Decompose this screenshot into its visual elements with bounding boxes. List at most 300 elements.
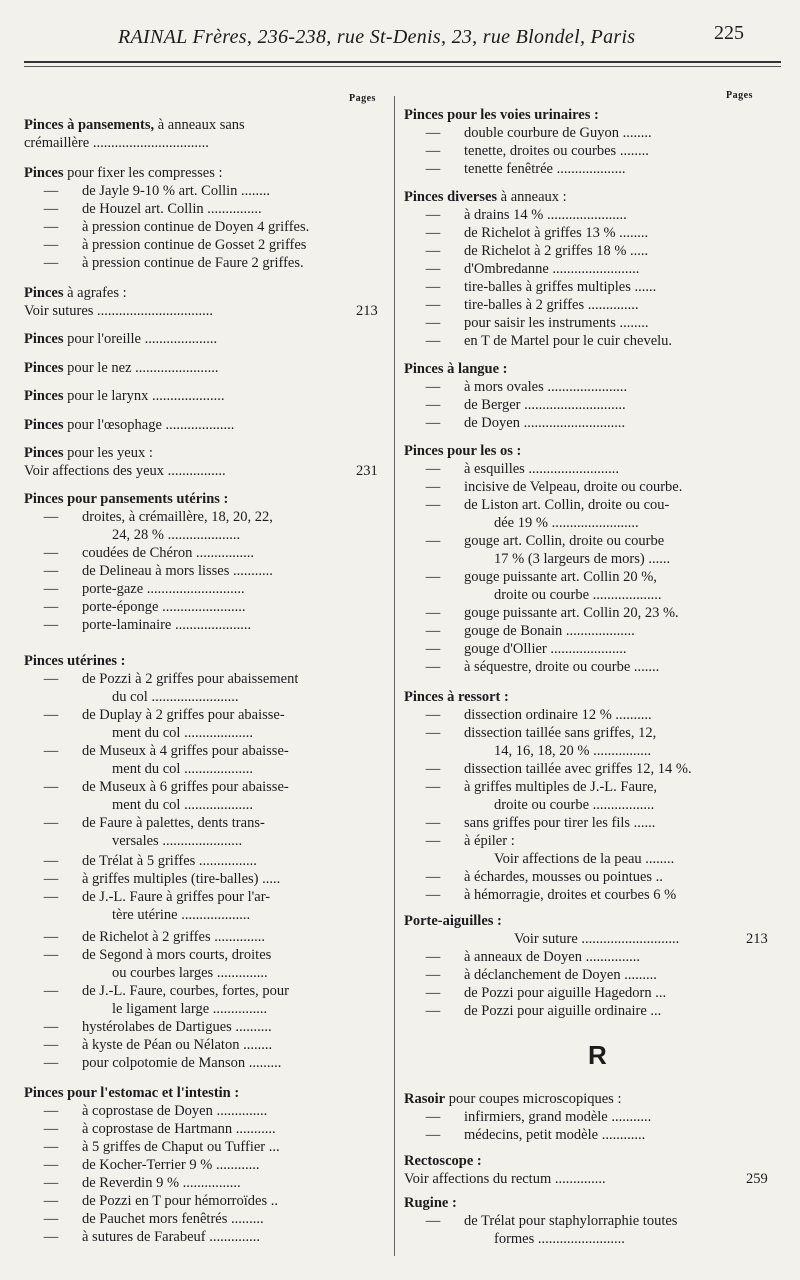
item-text: de Richelot à griffes 13 % ........ xyxy=(464,225,649,241)
entry-item xyxy=(420,460,619,478)
dash-marker: — xyxy=(425,207,441,223)
dash-marker: — xyxy=(425,243,441,259)
dash-marker: — xyxy=(425,315,441,331)
dash-marker: — xyxy=(425,1213,441,1229)
dash-marker: — xyxy=(425,641,441,657)
page-reference: 213 xyxy=(356,303,378,319)
item-text: de Pozzi à 2 griffes pour abaissement xyxy=(82,671,299,687)
entry-heading xyxy=(404,912,502,930)
item-text: incisive de Velpeau, droite ou courbe. xyxy=(464,479,683,495)
dash-marker: — xyxy=(425,623,441,639)
continuation-text: tère utérine ................... xyxy=(112,907,251,923)
entry-item xyxy=(420,760,692,778)
entry-item xyxy=(420,1126,645,1144)
entry-item xyxy=(38,742,289,760)
continuation-text: le ligament large ............... xyxy=(112,1001,268,1017)
item-text: hystérolabes de Dartigues .......... xyxy=(82,1019,272,1035)
entry-continuation xyxy=(112,688,238,706)
dash-marker: — xyxy=(43,599,59,615)
continuation-text: 24, 28 % .................... xyxy=(112,527,241,543)
section-letter-r: R xyxy=(588,1040,607,1070)
item-text: à épiler : xyxy=(464,833,515,849)
item-text: porte-éponge ....................... xyxy=(82,599,246,615)
entry-item xyxy=(420,868,663,886)
item-text: de Houzel art. Collin ............... xyxy=(82,201,262,217)
entry-heading xyxy=(404,1090,621,1108)
continuation-text: Voir affections des yeux ................ xyxy=(24,463,226,479)
item-text: gouge puissante art. Collin 20 %, xyxy=(464,569,657,585)
entry-item xyxy=(38,870,280,888)
heading-bold-text: Pinces à pansements, xyxy=(24,117,155,133)
dash-marker: — xyxy=(43,1055,59,1071)
dash-marker: — xyxy=(425,887,441,903)
item-text: de Delineau à mors lisses ........... xyxy=(82,563,273,579)
entry-item xyxy=(38,236,306,254)
entry-continuation xyxy=(514,930,679,948)
entry-item xyxy=(420,206,627,224)
dash-marker: — xyxy=(425,761,441,777)
entry-item xyxy=(38,200,262,218)
page-number: 225 xyxy=(714,22,744,44)
heading-bold-text: Pinces pour les voies urinaires : xyxy=(404,107,599,123)
heading-bold-text: Pinces à langue : xyxy=(404,361,508,377)
entry-item xyxy=(420,640,627,658)
entry-item xyxy=(38,814,265,832)
item-text: coudées de Chéron ................ xyxy=(82,545,254,561)
item-text: à griffes multiples de J.-L. Faure, xyxy=(464,779,658,795)
dash-marker: — xyxy=(425,725,441,741)
item-text: de Richelot à 2 griffes 18 % ..... xyxy=(464,243,649,259)
dash-marker: — xyxy=(425,1003,441,1019)
heading-bold-text: Pinces xyxy=(24,445,64,461)
item-text: à pression continue de Faure 2 griffes. xyxy=(82,255,304,271)
heading-bold-text: Pinces xyxy=(24,417,64,433)
heading-bold-text: Pinces xyxy=(24,360,64,376)
item-text: de Pozzi pour aiguille Hagedorn ... xyxy=(464,985,667,1001)
entry-item xyxy=(420,142,649,160)
entry-continuation xyxy=(112,760,253,778)
item-text: dissection taillée avec griffes 12, 14 %. xyxy=(464,761,692,777)
entry-item xyxy=(38,1228,260,1246)
entry-item xyxy=(420,832,515,850)
entry-heading xyxy=(24,490,228,508)
entry-item xyxy=(38,706,285,724)
dash-marker: — xyxy=(43,1175,59,1191)
continuation-text: Voir affections de la peau ........ xyxy=(494,851,675,867)
dash-marker: — xyxy=(425,967,441,983)
heading-bold-text: Pinces pour l'estomac et l'intestin : xyxy=(24,1085,240,1101)
item-text: de Museux à 4 griffes pour abaisse- xyxy=(82,743,289,759)
entry-item xyxy=(420,814,655,832)
entry-item xyxy=(420,886,676,904)
dash-marker: — xyxy=(43,1229,59,1245)
entry-continuation xyxy=(112,1000,267,1018)
header-rule-thick xyxy=(24,61,781,63)
item-text: dissection taillée sans griffes, 12, xyxy=(464,725,657,741)
dash-marker: — xyxy=(43,509,59,525)
dash-marker: — xyxy=(43,1211,59,1227)
entry-item xyxy=(38,616,251,634)
item-text: sans griffes pour tirer les fils ...... xyxy=(464,815,656,831)
heading-rest-text: pour les yeux : xyxy=(63,445,153,461)
dash-marker: — xyxy=(425,479,441,495)
right-pages-label: Pages xyxy=(726,90,753,101)
entry-heading xyxy=(404,188,567,206)
item-text: à griffes multiples (tire-balles) ..... xyxy=(82,871,281,887)
item-text: de Pozzi en T pour hémorroïdes .. xyxy=(82,1193,278,1209)
entry-item xyxy=(420,332,672,350)
heading-bold-text: Pinces xyxy=(24,331,64,347)
dash-marker: — xyxy=(43,1193,59,1209)
entry-continuation xyxy=(494,550,670,568)
heading-bold-text: Pinces diverses xyxy=(404,189,498,205)
dash-marker: — xyxy=(43,1037,59,1053)
entry-heading xyxy=(404,1152,482,1170)
page-reference: 259 xyxy=(746,1171,768,1187)
entry-heading xyxy=(404,106,599,124)
heading-bold-text: Pinces xyxy=(24,165,64,181)
entry-heading xyxy=(24,416,234,434)
entry-item xyxy=(38,580,245,598)
entry-continuation xyxy=(494,850,674,868)
dash-marker: — xyxy=(425,415,441,431)
entry-continuation xyxy=(24,462,226,480)
entry-item xyxy=(420,724,656,742)
continuation-text: ment du col ................... xyxy=(112,725,253,741)
dash-marker: — xyxy=(43,889,59,905)
dash-marker: — xyxy=(425,225,441,241)
entry-item xyxy=(420,396,626,414)
continuation-text: Voir affections du rectum .............. xyxy=(404,1171,606,1187)
item-text: porte-gaze ........................... xyxy=(82,581,245,597)
entry-item xyxy=(38,982,289,1000)
heading-bold-text: Rugine : xyxy=(404,1195,457,1211)
entry-continuation xyxy=(24,302,213,320)
item-text: à drains 14 % ...................... xyxy=(464,207,627,223)
continuation-text: Voir suture ........................... xyxy=(514,931,680,947)
entry-heading xyxy=(24,164,223,182)
heading-bold-text: Rasoir xyxy=(404,1091,446,1107)
dash-marker: — xyxy=(425,779,441,795)
item-text: à séquestre, droite ou courbe ....... xyxy=(464,659,660,675)
entry-heading xyxy=(404,688,509,706)
entry-item xyxy=(420,1002,661,1020)
dash-marker: — xyxy=(425,379,441,395)
entry-item xyxy=(420,568,657,586)
item-text: de Trélat à 5 griffes ................ xyxy=(82,853,257,869)
continuation-text: ment du col ................... xyxy=(112,761,253,777)
dash-marker: — xyxy=(425,533,441,549)
entry-continuation xyxy=(112,964,268,982)
item-text: en T de Martel pour le cuir chevelu. xyxy=(464,333,673,349)
dash-marker: — xyxy=(43,237,59,253)
item-text: à sutures de Farabeuf .............. xyxy=(82,1229,260,1245)
entry-heading xyxy=(24,359,219,377)
item-text: de Faure à palettes, dents trans- xyxy=(82,815,265,831)
entry-continuation xyxy=(112,526,240,544)
item-text: à anneaux de Doyen ............... xyxy=(464,949,640,965)
heading-bold-text: Pinces à ressort : xyxy=(404,689,509,705)
entry-continuation xyxy=(24,134,209,152)
heading-rest-text: pour fixer les compresses : xyxy=(63,165,223,181)
dash-marker: — xyxy=(43,545,59,561)
header-rule-thin xyxy=(24,66,781,67)
entry-continuation xyxy=(112,796,253,814)
entry-continuation xyxy=(112,724,253,742)
item-text: à pression continue de Doyen 4 griffes. xyxy=(82,219,310,235)
item-text: de Richelot à 2 griffes .............. xyxy=(82,929,265,945)
dash-marker: — xyxy=(43,1103,59,1119)
entry-item xyxy=(420,278,656,296)
entry-item xyxy=(38,928,265,946)
item-text: gouge puissante art. Collin 20, 23 %. xyxy=(464,605,679,621)
dash-marker: — xyxy=(425,461,441,477)
item-text: à coprostase de Hartmann ........... xyxy=(82,1121,276,1137)
entry-heading xyxy=(24,1084,239,1102)
entry-item xyxy=(420,314,648,332)
dash-marker: — xyxy=(425,605,441,621)
dash-marker: — xyxy=(43,815,59,831)
item-text: porte-laminaire ..................... xyxy=(82,617,252,633)
dash-marker: — xyxy=(425,333,441,349)
dash-marker: — xyxy=(425,833,441,849)
dash-marker: — xyxy=(43,947,59,963)
dash-marker: — xyxy=(43,1121,59,1137)
heading-bold-text: Pinces xyxy=(24,388,64,404)
dash-marker: — xyxy=(43,617,59,633)
continuation-text: formes ........................ xyxy=(494,1231,625,1247)
entry-item xyxy=(420,378,627,396)
entry-continuation xyxy=(112,832,242,850)
dash-marker: — xyxy=(43,255,59,271)
dash-marker: — xyxy=(425,869,441,885)
running-title: RAINAL Frères, 236-238, rue St-Denis, 23, rue Blondel, Paris xyxy=(118,26,636,48)
entry-item xyxy=(38,778,289,796)
entry-item xyxy=(38,562,273,580)
entry-item xyxy=(38,218,309,236)
item-text: tenette fenêtrée ................... xyxy=(464,161,626,177)
entry-item xyxy=(420,242,648,260)
heading-bold-text: Pinces xyxy=(24,285,64,301)
item-text: à coprostase de Doyen .............. xyxy=(82,1103,268,1119)
entry-heading xyxy=(24,284,127,302)
continuation-text: dée 19 % ........................ xyxy=(494,515,639,531)
item-text: tire-balles à 2 griffes .............. xyxy=(464,297,639,313)
heading-bold-text: Pinces utérines : xyxy=(24,653,126,669)
entry-heading xyxy=(404,1194,457,1212)
heading-rest-text: pour le nez ....................... xyxy=(63,360,219,376)
item-text: à déclanchement de Doyen ......... xyxy=(464,967,657,983)
dash-marker: — xyxy=(43,1019,59,1035)
entry-continuation xyxy=(494,742,651,760)
entry-item xyxy=(420,260,639,278)
dash-marker: — xyxy=(425,497,441,513)
item-text: infirmiers, grand modèle ........... xyxy=(464,1109,652,1125)
entry-item xyxy=(420,966,657,984)
dash-marker: — xyxy=(43,219,59,235)
item-text: de Pauchet mors fenêtrés ......... xyxy=(82,1211,264,1227)
entry-item xyxy=(38,1138,280,1156)
heading-rest-text: à anneaux : xyxy=(497,189,567,205)
entry-item xyxy=(420,706,652,724)
dash-marker: — xyxy=(425,1109,441,1125)
dash-marker: — xyxy=(425,949,441,965)
page-header xyxy=(0,18,800,58)
entry-item xyxy=(38,1156,259,1174)
dash-marker: — xyxy=(425,143,441,159)
item-text: de Museux à 6 griffes pour abaisse- xyxy=(82,779,289,795)
entry-continuation xyxy=(494,514,639,532)
dash-marker: — xyxy=(425,569,441,585)
heading-rest-text: pour l'œsophage ................... xyxy=(63,417,235,433)
item-text: de Liston art. Collin, droite ou cou- xyxy=(464,497,670,513)
heading-rest-text: pour le larynx .................... xyxy=(63,388,225,404)
entry-heading xyxy=(24,387,225,405)
continuation-text: droite ou courbe ................. xyxy=(494,797,655,813)
entry-item xyxy=(38,1054,281,1072)
entry-item xyxy=(420,658,659,676)
dash-marker: — xyxy=(43,983,59,999)
entry-item xyxy=(420,1108,651,1126)
dash-marker: — xyxy=(43,1139,59,1155)
item-text: à 5 griffes de Chaput ou Tuffier ... xyxy=(82,1139,280,1155)
entry-heading xyxy=(24,444,153,462)
continuation-text: ment du col ................... xyxy=(112,797,253,813)
entry-item xyxy=(420,496,669,514)
item-text: de Jayle 9-10 % art. Collin ........ xyxy=(82,183,271,199)
item-text: à hémorragie, droites et courbes 6 % xyxy=(464,887,677,903)
item-text: à kyste de Péan ou Nélaton ........ xyxy=(82,1037,273,1053)
heading-rest-text: à agrafes : xyxy=(63,285,127,301)
dash-marker: — xyxy=(43,743,59,759)
item-text: de J.-L. Faure, courbes, fortes, pour xyxy=(82,983,289,999)
entry-item xyxy=(420,532,664,550)
dash-marker: — xyxy=(43,707,59,723)
entry-item xyxy=(420,948,640,966)
dash-marker: — xyxy=(43,563,59,579)
dash-marker: — xyxy=(425,1127,441,1143)
entry-item xyxy=(38,1210,264,1228)
entry-item xyxy=(38,1036,272,1054)
item-text: de Doyen ............................ xyxy=(464,415,626,431)
dash-marker: — xyxy=(43,853,59,869)
entry-item xyxy=(420,124,652,142)
dash-marker: — xyxy=(425,707,441,723)
continuation-text: crémaillère ................................ xyxy=(24,135,209,151)
dash-marker: — xyxy=(43,183,59,199)
page-reference: 231 xyxy=(356,463,378,479)
entry-item xyxy=(420,1212,677,1230)
dash-marker: — xyxy=(425,261,441,277)
heading-bold-text: Porte-aiguilles : xyxy=(404,913,502,929)
entry-item xyxy=(420,296,639,314)
item-text: pour saisir les instruments ........ xyxy=(464,315,649,331)
heading-rest-text: pour coupes microscopiques : xyxy=(445,1091,622,1107)
entry-heading xyxy=(24,116,245,134)
item-text: médecins, petit modèle ............ xyxy=(464,1127,646,1143)
continuation-text: ou courbes larges .............. xyxy=(112,965,268,981)
item-text: de Trélat pour staphylorraphie toutes xyxy=(464,1213,678,1229)
continuation-text: Voir sutures ................................ xyxy=(24,303,214,319)
heading-bold-text: Pinces pour pansements utérins : xyxy=(24,491,229,507)
entry-heading xyxy=(24,652,125,670)
item-text: de Pozzi pour aiguille ordinaire ... xyxy=(464,1003,662,1019)
entry-item xyxy=(420,984,666,1002)
continuation-text: 14, 16, 18, 20 % ................ xyxy=(494,743,652,759)
item-text: gouge de Bonain ................... xyxy=(464,623,635,639)
left-pages-label: Pages xyxy=(349,93,376,104)
item-text: de Reverdin 9 % ................ xyxy=(82,1175,241,1191)
item-text: gouge art. Collin, droite ou courbe xyxy=(464,533,665,549)
dash-marker: — xyxy=(425,297,441,313)
entry-item xyxy=(420,478,682,496)
heading-bold-text: Rectoscope : xyxy=(404,1153,482,1169)
entry-continuation xyxy=(494,586,662,604)
entry-item xyxy=(38,254,304,272)
entry-item xyxy=(38,1018,272,1036)
heading-rest-text: à anneaux sans xyxy=(154,117,245,133)
item-text: dissection ordinaire 12 % .......... xyxy=(464,707,652,723)
dash-marker: — xyxy=(425,279,441,295)
entry-item xyxy=(420,414,625,432)
entry-item xyxy=(38,544,254,562)
entry-item xyxy=(38,670,298,688)
item-text: d'Ombredanne ........................ xyxy=(464,261,640,277)
item-text: à esquilles ......................... xyxy=(464,461,620,477)
column-separator xyxy=(394,96,395,1256)
entry-item xyxy=(38,888,270,906)
entry-item xyxy=(420,622,635,640)
item-text: de Kocher-Terrier 9 % ............ xyxy=(82,1157,260,1173)
item-text: de J.-L. Faure à griffes pour l'ar- xyxy=(82,889,271,905)
entry-item xyxy=(38,1102,267,1120)
heading-bold-text: Pinces pour les os : xyxy=(404,443,522,459)
dash-marker: — xyxy=(425,985,441,1001)
item-text: tire-balles à griffes multiples ...... xyxy=(464,279,657,295)
item-text: droites, à crémaillère, 18, 20, 22, xyxy=(82,509,273,525)
item-text: gouge d'Ollier ..................... xyxy=(464,641,627,657)
entry-item xyxy=(38,508,273,526)
item-text: à échardes, mousses ou pointues .. xyxy=(464,869,663,885)
dash-marker: — xyxy=(425,397,441,413)
continuation-text: 17 % (3 largeurs de mors) ...... xyxy=(494,551,671,567)
dash-marker: — xyxy=(43,671,59,687)
dash-marker: — xyxy=(43,929,59,945)
entry-item xyxy=(38,1174,241,1192)
dash-marker: — xyxy=(43,1157,59,1173)
entry-item xyxy=(420,160,625,178)
dash-marker: — xyxy=(43,201,59,217)
item-text: à mors ovales ...................... xyxy=(464,379,628,395)
item-text: pour colpotomie de Manson ......... xyxy=(82,1055,282,1071)
item-text: à pression continue de Gosset 2 griffes xyxy=(82,237,307,253)
entry-item xyxy=(38,1192,278,1210)
item-text: de Berger ............................ xyxy=(464,397,626,413)
dash-marker: — xyxy=(43,581,59,597)
entry-item xyxy=(38,182,270,200)
entry-continuation xyxy=(404,1170,606,1188)
dash-marker: — xyxy=(43,779,59,795)
item-text: tenette, droites ou courbes ........ xyxy=(464,143,649,159)
item-text: de Duplay à 2 griffes pour abaisse- xyxy=(82,707,285,723)
item-text: double courbure de Guyon ........ xyxy=(464,125,652,141)
item-text: de Segond à mors courts, droites xyxy=(82,947,272,963)
entry-item xyxy=(38,1120,276,1138)
dash-marker: — xyxy=(425,125,441,141)
entry-continuation xyxy=(112,906,250,924)
entry-heading xyxy=(404,360,508,378)
continuation-text: du col ........................ xyxy=(112,689,239,705)
